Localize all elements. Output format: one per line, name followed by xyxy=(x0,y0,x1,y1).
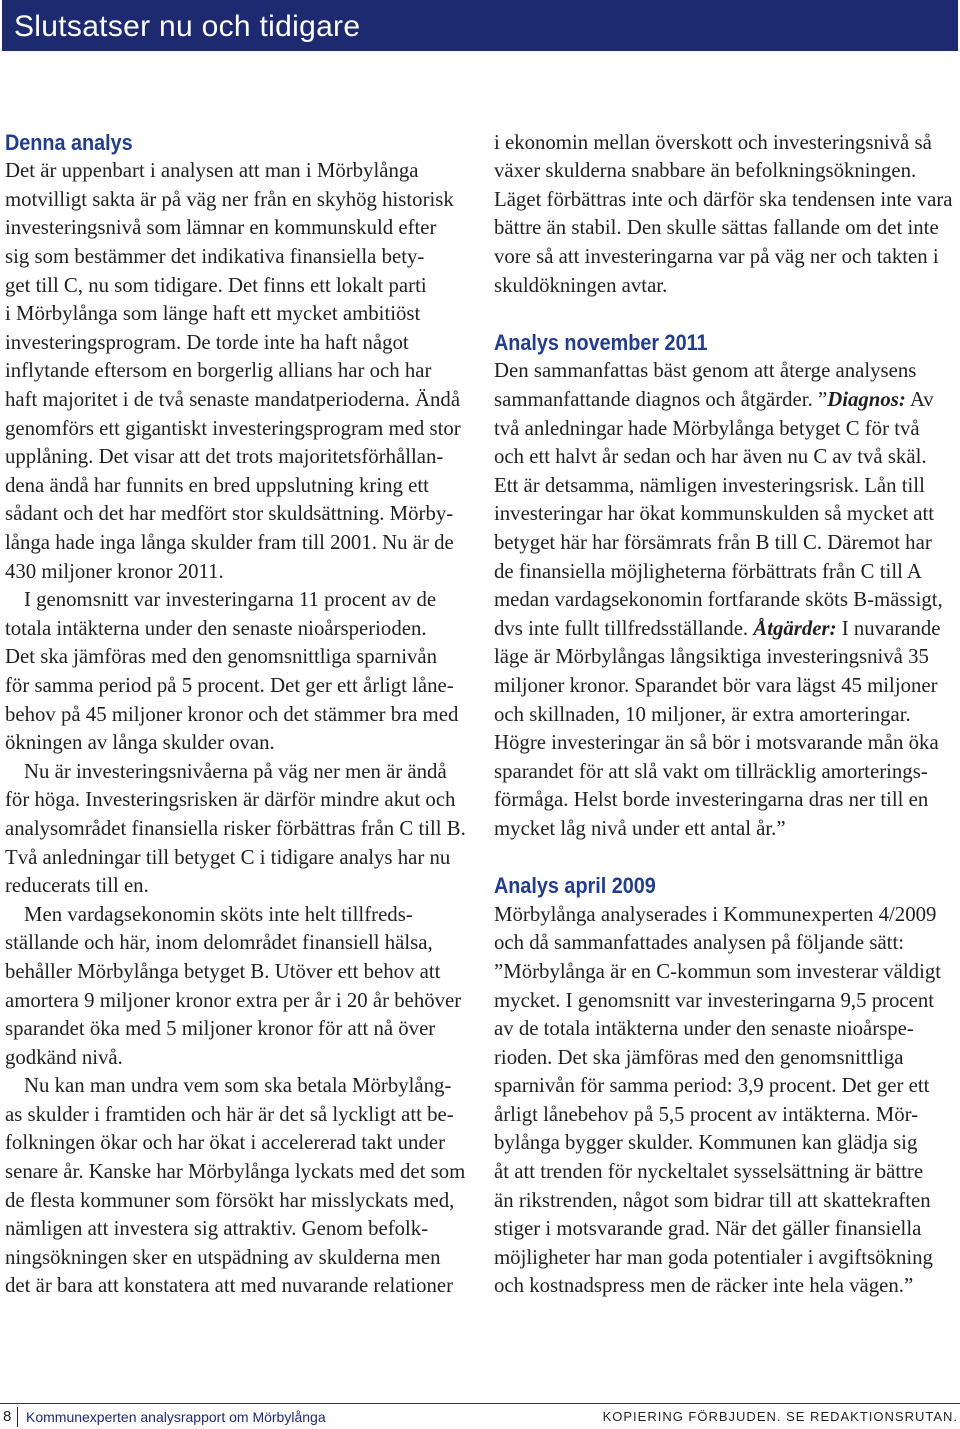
text-line: as skulder i framtiden och här är det så lyckligt att be- xyxy=(5,1102,454,1126)
text-line: och då sammanfattades analysen på följande sätt: xyxy=(494,931,905,955)
text-line: Nu är investeringsnivåerna på väg ner men är ändå xyxy=(24,759,447,783)
text-line: ”Mörbylånga är en C-kommun som investerar väldigt xyxy=(494,959,942,983)
paragraph xyxy=(5,901,465,1073)
text-line: investeringar har ökat kommunskulden så mycket att xyxy=(494,502,935,526)
text-line: av de totala intäkterna under den senaste nioårspe- xyxy=(494,1017,914,1041)
section-heading: Denna analys xyxy=(5,129,133,155)
text-line: sparandet öka med 5 miljoner kronor för att nå över xyxy=(5,1017,436,1041)
text-line: inflytande eftersom en borgerlig allians har och har xyxy=(5,359,432,383)
text-line: sådant och det har medfört stor skuldsättning. Mörby- xyxy=(5,502,454,526)
text-line: ökningen av långa skulder ovan. xyxy=(5,731,275,755)
page-number: 8 xyxy=(3,1408,12,1425)
publication-title: Kommunexperten analysrapport om Mörbylånga xyxy=(26,1409,326,1425)
text-line: i Mörbylånga som länge haft ett mycket ambitiöst xyxy=(5,302,421,326)
emphasis-label: Åtgärder: xyxy=(753,616,837,640)
text-line: det är bara att konstatera att med nuvarande relationer xyxy=(5,1274,454,1298)
text-line: åt att trenden för nyckeltalet sysselsättning är bättre xyxy=(494,1160,924,1184)
text-line: rioden. Det ska jämföras med den genomsnittliga xyxy=(494,1045,904,1069)
text-line: för höga. Investeringsrisken är därför mindre akut och xyxy=(5,788,456,812)
emphasis-label: Diagnos: xyxy=(827,388,906,412)
text-line: än rikstrenden, något som bidrar till att skattekraften xyxy=(494,1188,931,1212)
text-line: 430 miljoner kronor 2011. xyxy=(5,559,224,583)
text-line: Det ska jämföras med den genomsnittliga sparnivån xyxy=(5,645,438,669)
text-line: i ekonomin mellan överskott och investeringsnivå så xyxy=(494,130,932,154)
text-line: och ett halvt år sedan och har även nu C av två skäl. xyxy=(494,445,927,469)
text-line: motvilligt sakta är på väg ner från en skyhög historisk xyxy=(5,187,454,211)
copyright-notice: KOPIERING FÖRBJUDEN. SE REDAKTIONSRUTAN. xyxy=(602,1409,958,1424)
text-line: och skillnaden, 10 miljoner, är extra amorteringar. xyxy=(494,702,911,726)
title-bar xyxy=(2,0,958,51)
text-line: ställande och här, inom delområdet finansiell hälsa, xyxy=(5,931,433,955)
text-line: upplåning. Det visar att det trots majoritetsförhållan- xyxy=(5,445,444,469)
text-line: och kostnadspress men de räcker inte hela vägen.” xyxy=(494,1274,914,1298)
footer-rule xyxy=(0,1403,960,1404)
text-run: Av xyxy=(905,388,934,412)
text-line: möjligheter har man goda potentialer i avgiftsökning xyxy=(494,1245,933,1269)
text-line: reducerats till en. xyxy=(5,874,149,898)
section-heading: Analys april 2009 xyxy=(494,873,656,899)
text-line: miljoner kronor. Sparandet bör vara lägst 45 miljoner xyxy=(494,673,938,697)
text-line: mycket. I genomsnitt var investeringarna 9,5 procent xyxy=(494,988,935,1012)
text-line: Den sammanfattas bäst genom att återge analysens xyxy=(494,359,917,383)
text-line: stiger i motsvarande grad. När det gäller finansiella xyxy=(494,1217,922,1241)
text-line: de flesta kommuner som försökt har misslyckats med, xyxy=(5,1188,455,1212)
text-line: genomförs ett gigantiskt investeringsprogram med stor xyxy=(5,416,461,440)
text-line: två anledningar hade Mörbylånga betyget C för två xyxy=(494,416,920,440)
paragraph xyxy=(5,157,465,586)
text-line: totala intäkterna under den senaste nioårsperioden. xyxy=(5,616,427,640)
text-run: sammanfattande diagnos och åtgärder. ” xyxy=(494,388,828,412)
text-line: bättre än stabil. Den skulle sättas fallande om det inte xyxy=(494,216,939,240)
text-line: sparnivån för samma period: 3,9 procent. Det ger ett xyxy=(494,1074,930,1098)
right-column xyxy=(494,129,956,1301)
text-line: växer skulderna snabbare än befolkningsökningen. xyxy=(494,159,917,183)
text-line: Högre investeringar än så bör i motsvarande mån öka xyxy=(494,731,939,755)
paragraph xyxy=(5,1072,465,1301)
footer xyxy=(0,1405,960,1429)
text-line: sig som bestämmer det indikativa finansiella bety- xyxy=(5,245,425,269)
paragraph xyxy=(494,901,956,1301)
text-line: för samma period på 5 procent. Det ger ett årligt låne- xyxy=(5,673,454,697)
text-line xyxy=(494,386,956,415)
text-line: amortera 9 miljoner kronor extra per år i 20 år behöver xyxy=(5,988,462,1012)
paragraph xyxy=(494,129,956,301)
paragraph xyxy=(5,586,465,758)
text-line: Ett är detsamma, nämligen investeringsrisk. Lån till xyxy=(494,473,925,497)
text-line: analysområdet finansiella risker förbättras från C till B. xyxy=(5,816,466,840)
text-line: Två anledningar till betyget C i tidigare analys har nu xyxy=(5,845,451,869)
text-line: folkningen ökar och har ökat i accelererad takt under xyxy=(5,1131,445,1155)
text-line: ningsökningen sker en utspädning av skulderna men xyxy=(5,1245,441,1269)
text-line: nämligen att investera sig attraktiv. Genom befolk- xyxy=(5,1217,429,1241)
text-line: långa hade inga långa skulder fram till 2001. Nu är de xyxy=(5,531,454,554)
left-column xyxy=(5,129,465,1301)
text-line: de finansiella möjligheterna förbättrats från C till A xyxy=(494,559,922,583)
text-line: årligt lånebehov på 5,5 procent av intäkterna. Mör- xyxy=(494,1102,919,1126)
text-line: I genomsnitt var investeringarna 11 procent av de xyxy=(24,588,437,612)
text-line: Nu kan man undra vem som ska betala Mörbylång- xyxy=(24,1074,452,1098)
text-line: vore så att investeringarna var på väg ner och takten i xyxy=(494,245,939,269)
text-line: mycket låg nivå under ett antal år.” xyxy=(494,816,786,840)
paragraph xyxy=(5,758,465,901)
paragraph xyxy=(494,357,956,843)
text-line: godkänd nivå. xyxy=(5,1045,123,1069)
text-line: haft majoritet i de två senaste mandatperioderna. Ändå xyxy=(5,388,461,412)
text-line: betyget här har försämrats från B till C. Däremot har xyxy=(494,531,932,554)
text-line: investeringsnivå som lämnar en kommunskuld efter xyxy=(5,216,437,240)
text-line: dena ändå har funnits en bred uppslutning kring ett xyxy=(5,473,429,497)
text-line: skuldökningen avtar. xyxy=(494,273,668,297)
text-line: Läget förbättras inte och därför ska tendensen inte vara xyxy=(494,187,953,211)
text-run: dvs inte fullt tillfredsställande. xyxy=(494,616,754,640)
page-title: Slutsatser nu och tidigare xyxy=(14,10,361,43)
text-line: Det är uppenbart i analysen att man i Mörbylånga xyxy=(5,159,419,183)
text-line: Men vardagsekonomin sköts inte helt tillfreds- xyxy=(24,902,413,926)
text-line: get till C, nu som tidigare. Det finns ett lokalt parti xyxy=(5,273,427,297)
text-line: Mörbylånga analyserades i Kommunexperten 4/2009 xyxy=(494,902,937,926)
section-heading: Analys november 2011 xyxy=(494,329,708,355)
text-line: investeringsprogram. De torde inte ha haft något xyxy=(5,330,409,354)
text-line: sparandet för att slå vakt om tillräcklig amorterings- xyxy=(494,759,928,783)
text-run: I nuvarande xyxy=(836,616,941,640)
text-line: bylånga bygger skulder. Kommunen kan glädja sig xyxy=(494,1131,918,1155)
text-line: medan vardagsekonomin fortfarande sköts B-mässigt, xyxy=(494,588,943,612)
footer-divider xyxy=(17,1407,18,1427)
text-line xyxy=(494,615,956,644)
text-line: behåller Mörbylånga betyget B. Utöver ett behov att xyxy=(5,959,441,983)
text-line: förmåga. Helst borde investeringarna dras ner till en xyxy=(494,788,929,812)
text-line: läge är Mörbylångas långsiktiga investeringsnivå 35 xyxy=(494,645,929,669)
text-line: behov på 45 miljoner kronor och det stämmer bra med xyxy=(5,702,459,726)
text-line: senare år. Kanske har Mörbylånga lyckats med det som xyxy=(5,1160,466,1184)
